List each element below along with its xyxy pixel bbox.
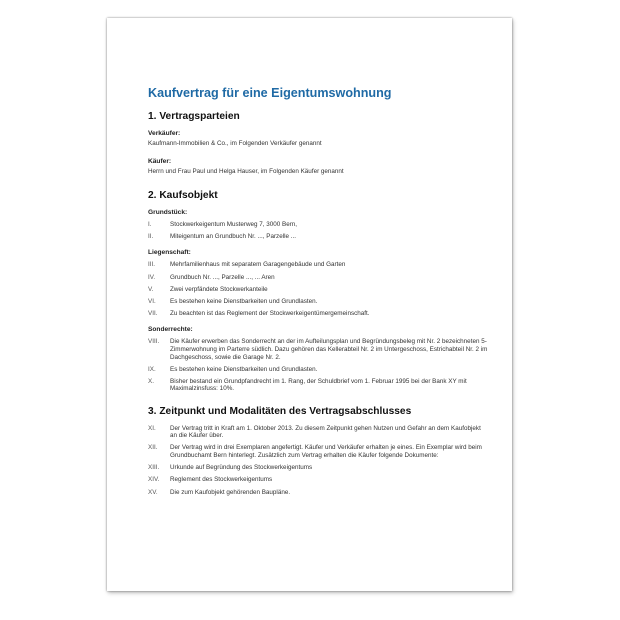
item-text: Bisher bestand ein Grundpfandrecht im 1. Rang, der Schuldbrief vom 1. Februar 1995 bei der Bank XY mit Maximalzinsfuss: 10%. xyxy=(170,377,467,393)
list-item xyxy=(148,464,488,472)
terms-list xyxy=(148,425,488,497)
list-item xyxy=(148,298,488,306)
item-text: Grundbuch Nr. ..., Parzelle ..., ... Aren xyxy=(170,273,275,281)
list-item xyxy=(148,476,488,484)
list-item xyxy=(148,233,488,241)
item-number: XV. xyxy=(148,488,158,496)
seller-text: Kaufmann-Immobilien & Co., im Folgenden Verkäufer genannt xyxy=(148,140,322,147)
item-number: IV. xyxy=(148,273,156,281)
list-item xyxy=(148,489,488,497)
item-text: Es bestehen keine Dienstbarkeiten und Grundlasten. xyxy=(170,365,318,373)
item-text: Der Vertrag tritt in Kraft am 1. Oktober 2013. Zu diesem Zeitpunkt gehen Nutzen und Gefahr an dem Kaufobjekt an die Käufer über. xyxy=(170,424,481,440)
item-number: I. xyxy=(148,221,152,228)
section-heading-object: 2. Kaufsobjekt xyxy=(148,190,218,201)
document-title: Kaufvertrag für eine Eigentumswohnung xyxy=(148,86,392,100)
list-item xyxy=(148,286,488,294)
item-number: VII. xyxy=(148,310,158,318)
list-item xyxy=(148,378,488,393)
item-number: IX. xyxy=(148,365,156,373)
list-item xyxy=(148,221,488,229)
special-rights-label: Sonderrechte: xyxy=(148,326,193,334)
list-item xyxy=(148,444,488,459)
property-label: Grundstück: xyxy=(148,209,188,216)
estate-list xyxy=(148,261,488,317)
item-number: XIII. xyxy=(148,464,160,472)
item-text: Urkunde auf Begründung des Stockwerkeigentums xyxy=(170,464,313,472)
section-heading-terms: 3. Zeitpunkt und Modalitäten des Vertragsabschlusses xyxy=(148,405,412,417)
list-item xyxy=(148,366,488,374)
section-heading-parties: 1. Vertragsparteien xyxy=(148,111,240,122)
item-text: Reglement des Stockwerkeigentums xyxy=(170,476,273,484)
item-number: VIII. xyxy=(148,338,160,346)
list-item xyxy=(148,338,488,361)
list-item xyxy=(148,274,488,282)
item-number: V. xyxy=(148,285,154,293)
property-list xyxy=(148,221,488,241)
list-item xyxy=(148,261,488,269)
special-rights-list xyxy=(148,338,488,393)
item-number: XI. xyxy=(148,424,156,432)
item-number: III. xyxy=(148,261,155,269)
buyer-text: Herrn und Frau Paul und Helga Hauser, im Folgenden Käufer genannt xyxy=(148,168,344,175)
item-text: Es bestehen keine Dienstbarkeiten und Grundlasten. xyxy=(170,297,318,305)
item-text: Mehrfamilienhaus mit separatem Garagengebäude und Garten xyxy=(170,261,346,269)
document-content xyxy=(148,86,488,501)
item-text: Stockwerkeigentum Musterweg 7, 3000 Bern, xyxy=(170,221,298,228)
seller-label: Verkäufer: xyxy=(148,130,181,137)
buyer-label: Käufer: xyxy=(148,158,172,165)
list-item xyxy=(148,425,488,440)
item-text: Miteigentum an Grundbuch Nr. ..., Parzelle ... xyxy=(170,233,296,241)
item-number: XIV. xyxy=(148,476,160,484)
item-number: VI. xyxy=(148,297,156,305)
item-text: Die zum Kaufobjekt gehörenden Baupläne. xyxy=(170,488,291,496)
item-number: XII. xyxy=(148,444,158,452)
estate-label: Liegenschaft: xyxy=(148,249,191,257)
item-text: Zwei verpfändete Stockwerkanteile xyxy=(170,285,268,293)
item-text: Zu beachten ist das Reglement der Stockwerkeigentümergemeinschaft. xyxy=(170,310,370,318)
list-item xyxy=(148,310,488,318)
item-text: Der Vertrag wird in drei Exemplaren angefertigt. Käufer und Verkäufer erhalten je eines. Ein Exemplar wird beim Grundbuchamt Bern hinterlegt. Zusätzlich zum Vertrag erhalten die Käufer folgende Dokumente: xyxy=(170,444,482,460)
item-number: II. xyxy=(148,233,154,241)
item-number: X. xyxy=(148,377,154,385)
document-page xyxy=(107,18,512,591)
item-text: Die Käufer erwerben das Sonderrecht an der im Aufteilungsplan und Begründungsbeleg mit Nr. 2 bezeichneten 5-Zimmerwohnung im Parterre südlich. Dazu gehören das Kellerabteil Nr. 2 im Untergeschoss, Estrichabteil Nr. 2 im Dachgeschoss, sowie die Garage Nr. 2. xyxy=(170,338,488,361)
